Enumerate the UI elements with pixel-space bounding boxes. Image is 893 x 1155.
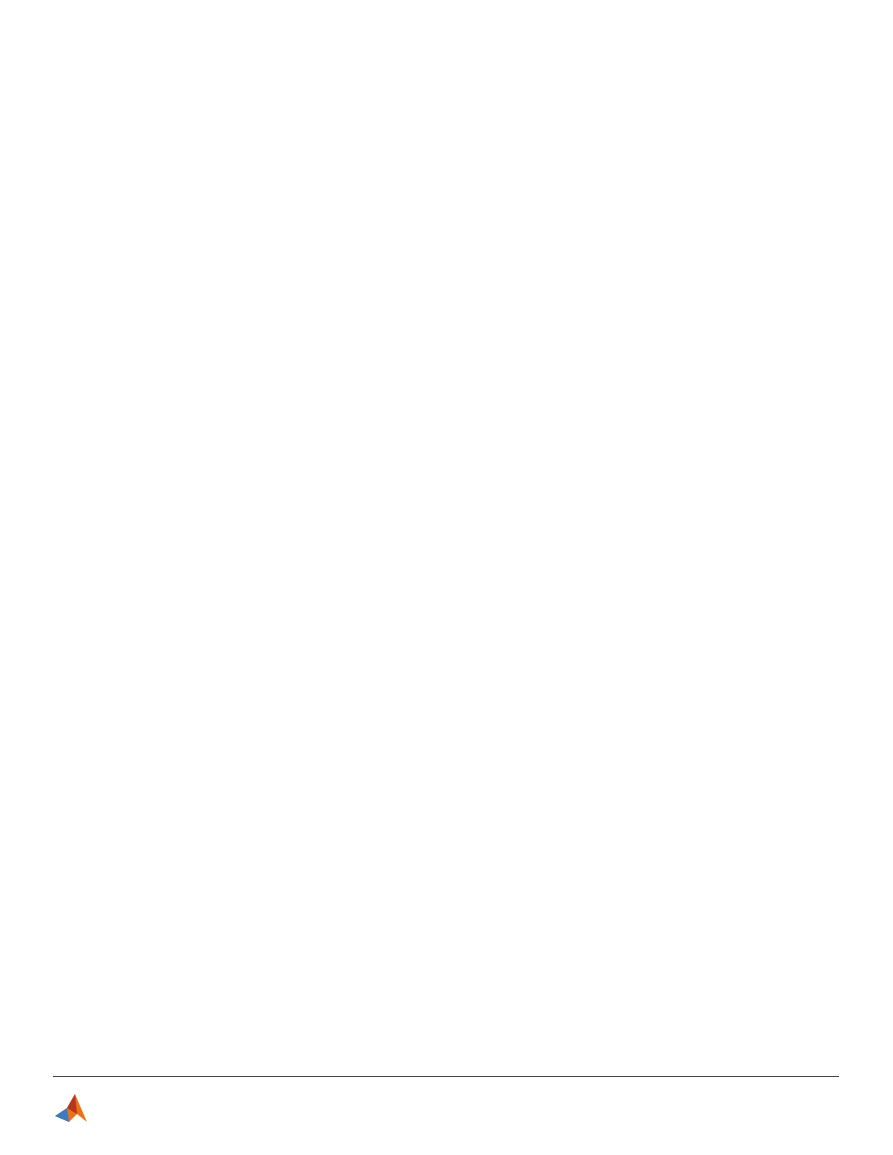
- chart-smi-weights-angle-doppler: [305, 645, 640, 775]
- chart-data-snapshot-angle-doppler: [305, 505, 640, 635]
- chart-smi-output: [305, 240, 630, 370]
- footer-divider: [53, 1076, 839, 1077]
- chart-ula-signals: [305, 80, 630, 208]
- mathworks-logo-icon: [53, 1092, 89, 1126]
